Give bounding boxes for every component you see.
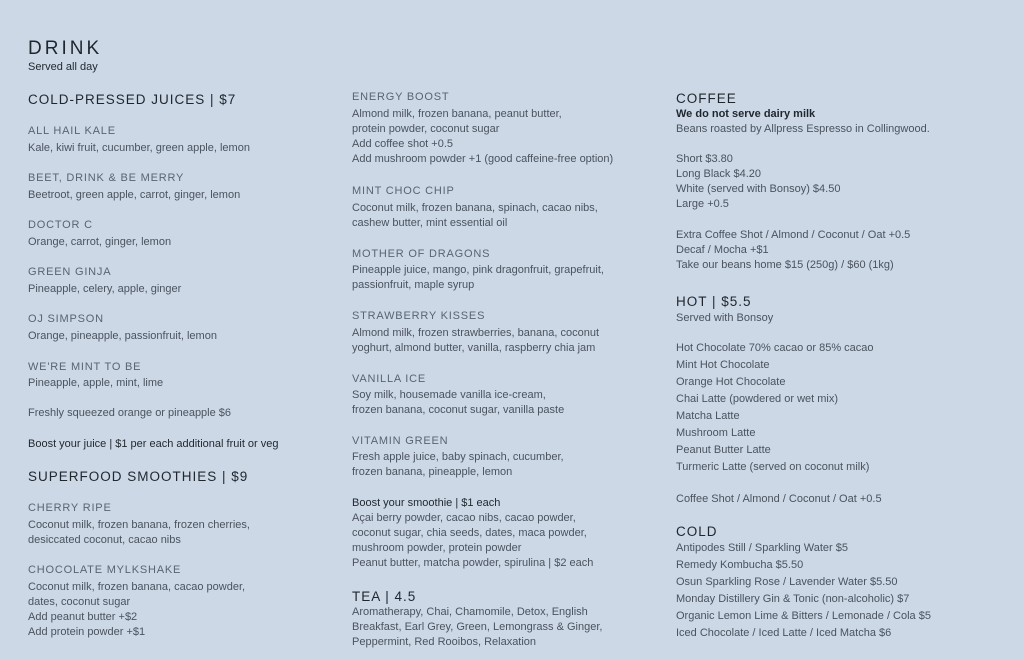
juice-name: ALL HAIL KALE [28, 125, 116, 137]
smoothie-name: CHOCOLATE MYLKSHAKE [28, 564, 182, 576]
hot-line: Matcha Latte [676, 410, 740, 422]
cold-line: Remedy Kombucha $5.50 [676, 559, 804, 571]
cold-heading: COLD [676, 524, 718, 539]
hot-heading: HOT | $5.5 [676, 294, 752, 309]
boost-line: coconut sugar, chia seeds, dates, maca powder, [352, 527, 587, 539]
smoothie-desc: frozen banana, coconut sugar, vanilla paste [352, 404, 565, 416]
smoothie-name: CHERRY RIPE [28, 502, 112, 514]
smoothie-addon: Add protein powder +$1 [28, 626, 146, 638]
hot-line: Hot Chocolate 70% cacao or 85% cacao [676, 342, 874, 354]
juice-name: OJ SIMPSON [28, 313, 104, 325]
hot-line: Orange Hot Chocolate [676, 376, 786, 388]
page-subtitle: Served all day [28, 61, 98, 73]
hot-line: Mushroom Latte [676, 427, 756, 439]
tea-line: Aromatherapy, Chai, Chamomile, Detox, English [352, 606, 588, 618]
cold-line: Monday Distillery Gin & Tonic (non-alcoholic) $7 [676, 593, 910, 605]
smoothie-desc: Pineapple juice, mango, pink dragonfruit, grapefruit, [352, 264, 604, 276]
smoothie-desc: Almond milk, frozen strawberries, banana, coconut [352, 327, 600, 339]
juice-name: BEET, DRINK & BE MERRY [28, 172, 185, 184]
smoothie-desc: dates, coconut sugar [28, 596, 131, 608]
hot-extras: Coffee Shot / Almond / Coconut / Oat +0.5 [676, 493, 882, 505]
hot-line: Chai Latte (powdered or wet mix) [676, 393, 839, 405]
smoothie-desc: cashew butter, mint essential oil [352, 217, 508, 229]
smoothies-heading: SUPERFOOD SMOOTHIES | $9 [28, 469, 249, 484]
smoothie-name: STRAWBERRY KISSES [352, 310, 486, 322]
coffee-line: White (served with Bonsoy) $4.50 [676, 183, 841, 195]
coffee-line: Long Black $4.20 [676, 168, 762, 180]
juice-desc: Beetroot, green apple, carrot, ginger, lemon [28, 189, 241, 201]
tea-heading: TEA | 4.5 [352, 589, 417, 604]
coffee-beans: Beans roasted by Allpress Espresso in Collingwood. [676, 123, 930, 135]
juice-desc: Kale, kiwi fruit, cucumber, green apple, lemon [28, 142, 250, 154]
smoothie-desc: Soy milk, housemade vanilla ice-cream, [352, 389, 546, 401]
smoothie-desc: passionfruit, maple syrup [352, 279, 475, 291]
coffee-heading: COFFEE [676, 91, 737, 106]
coffee-line: Large +0.5 [676, 198, 729, 210]
juices-heading: COLD-PRESSED JUICES | $7 [28, 92, 237, 107]
juice-name: WE'RE MINT TO BE [28, 361, 142, 373]
boost-smoothie-heading: Boost your smoothie | $1 each [352, 497, 501, 509]
boost-juice: Boost your juice | $1 per each additional fruit or veg [28, 438, 279, 450]
hot-line: Mint Hot Chocolate [676, 359, 770, 371]
cold-line: Iced Chocolate / Iced Latte / Iced Matcha $6 [676, 627, 892, 639]
smoothie-desc: frozen banana, pineapple, lemon [352, 466, 513, 478]
hot-note: Served with Bonsoy [676, 312, 774, 324]
smoothie-name: VITAMIN GREEN [352, 435, 449, 447]
cold-line: Osun Sparkling Rose / Lavender Water $5.50 [676, 576, 898, 588]
smoothie-name: VANILLA ICE [352, 373, 427, 385]
smoothie-addon: Add coffee shot +0.5 [352, 138, 454, 150]
fresh-squeezed: Freshly squeezed orange or pineapple $6 [28, 407, 232, 419]
juice-name: GREEN GINJA [28, 266, 112, 278]
smoothie-desc: desiccated coconut, cacao nibs [28, 534, 181, 546]
boost-line: Açai berry powder, cacao nibs, cacao powder, [352, 512, 576, 524]
smoothie-desc: Coconut milk, frozen banana, cacao powder, [28, 581, 246, 593]
juice-desc: Orange, pineapple, passionfruit, lemon [28, 330, 217, 342]
coffee-note: We do not serve dairy milk [676, 108, 816, 120]
hot-line: Peanut Butter Latte [676, 444, 771, 456]
smoothie-name: ENERGY BOOST [352, 91, 450, 103]
coffee-line: Short $3.80 [676, 153, 733, 165]
boost-line: mushroom powder, protein powder [352, 542, 522, 554]
smoothie-desc: Coconut milk, frozen banana, frozen cherries, [28, 519, 250, 531]
smoothie-desc: protein powder, coconut sugar [352, 123, 500, 135]
tea-line: Peppermint, Red Rooibos, Relaxation [352, 636, 537, 648]
smoothie-name: MOTHER OF DRAGONS [352, 248, 491, 260]
juice-desc: Pineapple, apple, mint, lime [28, 377, 164, 389]
coffee-extra: Decaf / Mocha +$1 [676, 244, 769, 256]
smoothie-desc: Almond milk, frozen banana, peanut butter, [352, 108, 562, 120]
smoothie-addon: Add mushroom powder +1 (good caffeine-free option) [352, 153, 614, 165]
smoothie-desc: Coconut milk, frozen banana, spinach, cacao nibs, [352, 202, 598, 214]
coffee-extra: Extra Coffee Shot / Almond / Coconut / Oat +0.5 [676, 229, 911, 241]
cold-line: Organic Lemon Lime & Bitters / Lemonade / Cola $5 [676, 610, 931, 622]
juice-name: DOCTOR C [28, 219, 93, 231]
tea-line: Breakfast, Earl Grey, Green, Lemongrass & Ginger, [352, 621, 603, 633]
page-title: DRINK [28, 38, 103, 59]
smoothie-name: MINT CHOC CHIP [352, 185, 455, 197]
smoothie-addon: Add peanut butter +$2 [28, 611, 138, 623]
juice-desc: Pineapple, celery, apple, ginger [28, 283, 182, 295]
coffee-extra: Take our beans home $15 (250g) / $60 (1kg) [676, 259, 894, 271]
smoothie-desc: Fresh apple juice, baby spinach, cucumber, [352, 451, 564, 463]
juice-desc: Orange, carrot, ginger, lemon [28, 236, 172, 248]
cold-line: Antipodes Still / Sparkling Water $5 [676, 542, 849, 554]
boost-line: Peanut butter, matcha powder, spirulina | $2 each [352, 557, 594, 569]
hot-line: Turmeric Latte (served on coconut milk) [676, 461, 870, 473]
smoothie-desc: yoghurt, almond butter, vanilla, raspberry chia jam [352, 342, 596, 354]
